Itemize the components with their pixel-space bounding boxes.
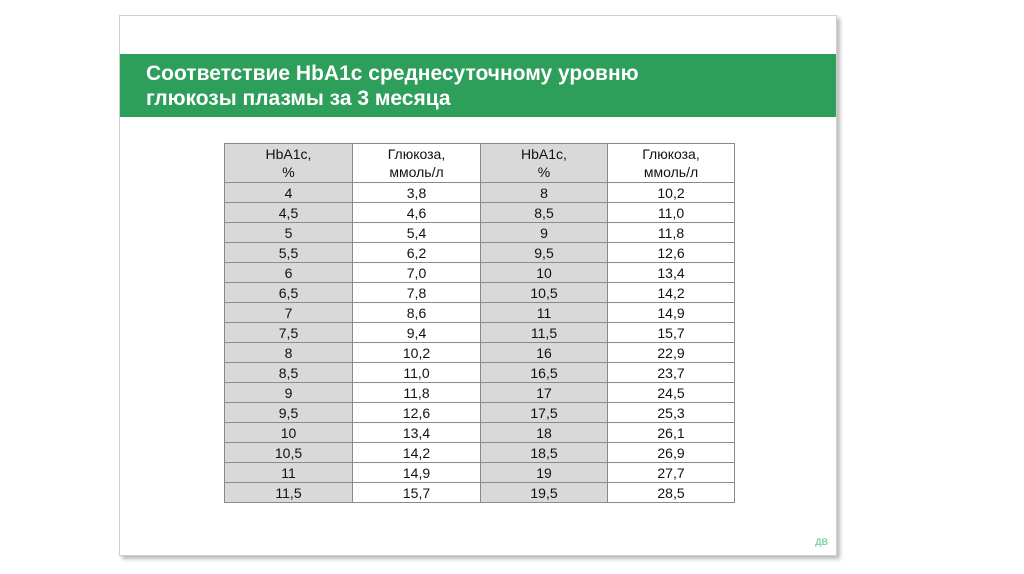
glucose-cell: 23,7: [608, 363, 735, 383]
hba1c-cell: 8,5: [225, 363, 353, 383]
table-row: [225, 403, 735, 423]
hba1c-cell: 6,5: [225, 283, 353, 303]
hba1c-cell: 9,5: [225, 403, 353, 423]
table-row: [225, 383, 735, 403]
hba1c-glucose-table: [224, 143, 735, 503]
hba1c-cell: 10: [225, 423, 353, 443]
hba1c-cell: 11: [481, 303, 608, 323]
glucose-cell: 26,1: [608, 423, 735, 443]
header-unit: %: [282, 164, 295, 180]
hba1c-cell: 10: [481, 263, 608, 283]
glucose-cell: 28,5: [608, 483, 735, 503]
glucose-cell: 26,9: [608, 443, 735, 463]
glucose-cell: 15,7: [353, 483, 481, 503]
glucose-cell: 9,4: [353, 323, 481, 343]
header-hba1c-1: [225, 144, 353, 183]
hba1c-cell: 9,5: [481, 243, 608, 263]
table-row: [225, 183, 735, 203]
hba1c-cell: 7,5: [225, 323, 353, 343]
hba1c-cell: 9: [225, 383, 353, 403]
header-text: HbA1c,: [265, 146, 312, 162]
slide-title-line-2: глюкозы плазмы за 3 месяца: [146, 87, 451, 110]
header-unit: ммоль/л: [643, 164, 699, 180]
glucose-cell: 8,6: [353, 303, 481, 323]
glucose-cell: 12,6: [353, 403, 481, 423]
hba1c-cell: 17,5: [481, 403, 608, 423]
hba1c-cell: 16: [481, 343, 608, 363]
hba1c-cell: 11: [225, 463, 353, 483]
table-row: [225, 243, 735, 263]
glucose-cell: 10,2: [608, 183, 735, 203]
hba1c-cell: 19: [481, 463, 608, 483]
header-text: Глюкоза,: [642, 146, 700, 162]
table-row: [225, 263, 735, 283]
table-row: [225, 363, 735, 383]
slide-title-line-1: Соответствие HbA1c среднесуточному уровню: [146, 62, 639, 85]
hba1c-cell: 9: [481, 223, 608, 243]
header-unit: %: [537, 164, 551, 180]
glucose-cell: 11,8: [608, 223, 735, 243]
hba1c-cell: 11,5: [225, 483, 353, 503]
hba1c-cell: 18: [481, 423, 608, 443]
glucose-cell: 25,3: [608, 403, 735, 423]
table-row: [225, 323, 735, 343]
table-row: [225, 483, 735, 503]
glucose-cell: 7,0: [353, 263, 481, 283]
header-glucose-2: [608, 144, 735, 183]
table-header-row: [225, 144, 735, 183]
header-unit: ммоль/л: [389, 164, 444, 180]
hba1c-cell: 18,5: [481, 443, 608, 463]
hba1c-cell: 4: [225, 183, 353, 203]
glucose-cell: 27,7: [608, 463, 735, 483]
glucose-cell: 11,0: [353, 363, 481, 383]
glucose-cell: 14,2: [353, 443, 481, 463]
glucose-cell: 11,0: [608, 203, 735, 223]
table-row: [225, 203, 735, 223]
glucose-cell: 13,4: [353, 423, 481, 443]
hba1c-cell: 6: [225, 263, 353, 283]
table-body: [225, 183, 735, 503]
table-row: [225, 283, 735, 303]
glucose-cell: 10,2: [353, 343, 481, 363]
glucose-cell: 22,9: [608, 343, 735, 363]
header-text: Глюкоза,: [387, 146, 446, 162]
table-row: [225, 463, 735, 483]
glucose-cell: 7,8: [353, 283, 481, 303]
hba1c-cell: 11,5: [481, 323, 608, 343]
hba1c-cell: 10,5: [481, 283, 608, 303]
glucose-cell: 14,2: [608, 283, 735, 303]
glucose-cell: 15,7: [608, 323, 735, 343]
corner-mark: ДВ: [815, 537, 828, 547]
hba1c-cell: 19,5: [481, 483, 608, 503]
glucose-cell: 4,6: [353, 203, 481, 223]
hba1c-cell: 5: [225, 223, 353, 243]
glucose-cell: 24,5: [608, 383, 735, 403]
hba1c-cell: 16,5: [481, 363, 608, 383]
table-container: [224, 143, 735, 503]
hba1c-cell: 10,5: [225, 443, 353, 463]
hba1c-cell: 4,5: [225, 203, 353, 223]
hba1c-cell: 8: [225, 343, 353, 363]
table-row: [225, 423, 735, 443]
hba1c-cell: 5,5: [225, 243, 353, 263]
glucose-cell: 13,4: [608, 263, 735, 283]
hba1c-cell: 8: [481, 183, 608, 203]
title-bar: [120, 54, 836, 117]
glucose-cell: 14,9: [353, 463, 481, 483]
table-row: [225, 303, 735, 323]
glucose-cell: 6,2: [353, 243, 481, 263]
header-hba1c-2: [481, 144, 608, 183]
hba1c-cell: 8,5: [481, 203, 608, 223]
glucose-cell: 5,4: [353, 223, 481, 243]
slide: [119, 15, 837, 556]
header-glucose-1: [353, 144, 481, 183]
hba1c-cell: 7: [225, 303, 353, 323]
table-row: [225, 223, 735, 243]
glucose-cell: 12,6: [608, 243, 735, 263]
table-row: [225, 343, 735, 363]
table-row: [225, 443, 735, 463]
glucose-cell: 11,8: [353, 383, 481, 403]
glucose-cell: 3,8: [353, 183, 481, 203]
header-text: HbA1c,: [521, 146, 567, 162]
glucose-cell: 14,9: [608, 303, 735, 323]
hba1c-cell: 17: [481, 383, 608, 403]
